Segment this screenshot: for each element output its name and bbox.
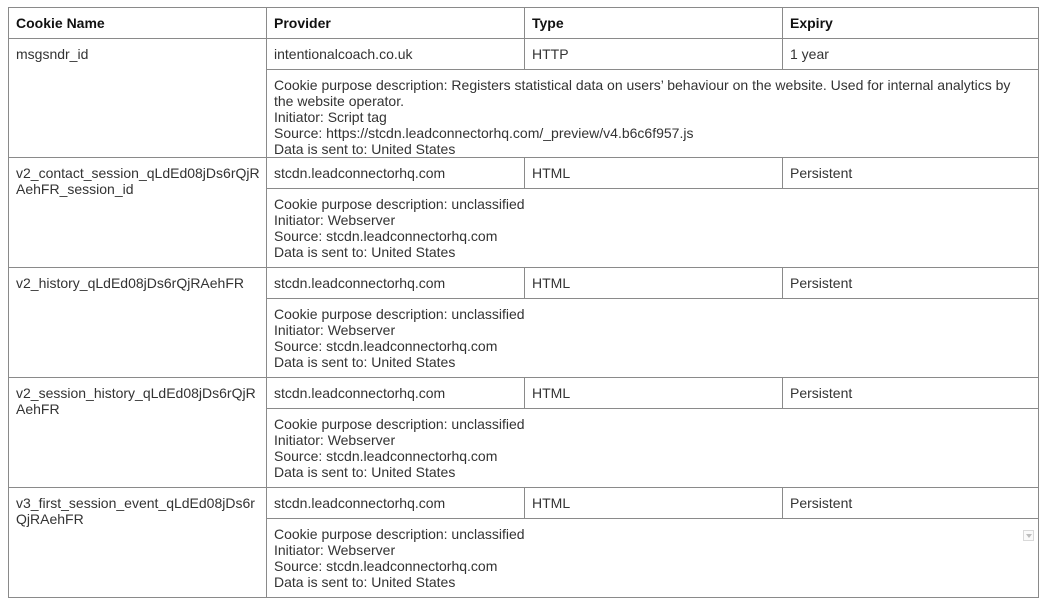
- cookie-initiator: Initiator: Webserver: [274, 322, 396, 338]
- cookie-description: [267, 299, 1039, 378]
- cookie-description: [267, 519, 1039, 598]
- cookie-sent-to: Data is sent to: United States: [274, 574, 456, 590]
- cookie-table: [8, 7, 1039, 598]
- cookie-provider: stcdn.leadconnectorhq.com: [267, 488, 525, 519]
- cookie-sent-to: Data is sent to: United States: [274, 244, 456, 260]
- cookie-source: Source: https://stcdn.leadconnectorhq.com/_preview/v4.b6c6f957.js: [274, 125, 694, 141]
- cookie-sent-to: Data is sent to: United States: [274, 464, 456, 480]
- cookie-provider: stcdn.leadconnectorhq.com: [267, 268, 525, 299]
- cookie-name: msgsndr_id: [9, 39, 267, 158]
- cookie-row: [9, 378, 1039, 409]
- header-expiry: Expiry: [783, 8, 1039, 39]
- header-cookie-name: Cookie Name: [9, 8, 267, 39]
- cookie-type: HTML: [525, 158, 783, 189]
- cookie-source: Source: stcdn.leadconnectorhq.com: [274, 558, 498, 574]
- cookie-initiator: Initiator: Script tag: [274, 109, 387, 125]
- cookie-name: v2_contact_session_qLdEd08jDs6rQjRAehFR_session_id: [9, 158, 267, 268]
- cookie-initiator: Initiator: Webserver: [274, 542, 396, 558]
- cookie-sent-to: Data is sent to: United States: [274, 141, 456, 157]
- cookie-expiry: Persistent: [783, 378, 1039, 409]
- cookie-name: v2_session_history_qLdEd08jDs6rQjRAehFR: [9, 378, 267, 488]
- cookie-row: [9, 39, 1039, 70]
- header-row: [9, 8, 1039, 39]
- cookie-row: [9, 488, 1039, 519]
- cookie-expiry: Persistent: [783, 488, 1039, 519]
- cookie-purpose: Cookie purpose description: unclassified: [274, 526, 525, 542]
- cookie-description: [267, 409, 1039, 488]
- cookie-type: HTML: [525, 378, 783, 409]
- cookie-provider: stcdn.leadconnectorhq.com: [267, 378, 525, 409]
- cookie-purpose: Cookie purpose description: unclassified: [274, 416, 525, 432]
- cookie-description: [267, 189, 1039, 268]
- cookie-type: HTML: [525, 488, 783, 519]
- header-provider: Provider: [267, 8, 525, 39]
- scroll-down-icon[interactable]: [1023, 530, 1034, 541]
- cookie-expiry: Persistent: [783, 158, 1039, 189]
- cookie-expiry: 1 year: [783, 39, 1039, 70]
- cookie-name: v2_history_qLdEd08jDs6rQjRAehFR: [9, 268, 267, 378]
- cookie-initiator: Initiator: Webserver: [274, 432, 396, 448]
- cookie-type: HTML: [525, 268, 783, 299]
- cookie-description: [267, 70, 1039, 158]
- cookie-name: v3_first_session_event_qLdEd08jDs6rQjRAehFR: [9, 488, 267, 598]
- cookie-source: Source: stcdn.leadconnectorhq.com: [274, 448, 498, 464]
- cookie-initiator: Initiator: Webserver: [274, 212, 396, 228]
- cookie-expiry: Persistent: [783, 268, 1039, 299]
- cookie-provider: intentionalcoach.co.uk: [267, 39, 525, 70]
- header-type: Type: [525, 8, 783, 39]
- cookie-purpose: Cookie purpose description: Registers statistical data on users’ behaviour on the website. Used for internal analytics by the website operator.: [274, 77, 1011, 109]
- cookie-source: Source: stcdn.leadconnectorhq.com: [274, 338, 498, 354]
- cookie-row: [9, 158, 1039, 189]
- cookie-row: [9, 268, 1039, 299]
- cookie-type: HTTP: [525, 39, 783, 70]
- cookie-purpose: Cookie purpose description: unclassified: [274, 196, 525, 212]
- cookie-sent-to: Data is sent to: United States: [274, 354, 456, 370]
- cookie-purpose: Cookie purpose description: unclassified: [274, 306, 525, 322]
- cookie-provider: stcdn.leadconnectorhq.com: [267, 158, 525, 189]
- cookie-source: Source: stcdn.leadconnectorhq.com: [274, 228, 498, 244]
